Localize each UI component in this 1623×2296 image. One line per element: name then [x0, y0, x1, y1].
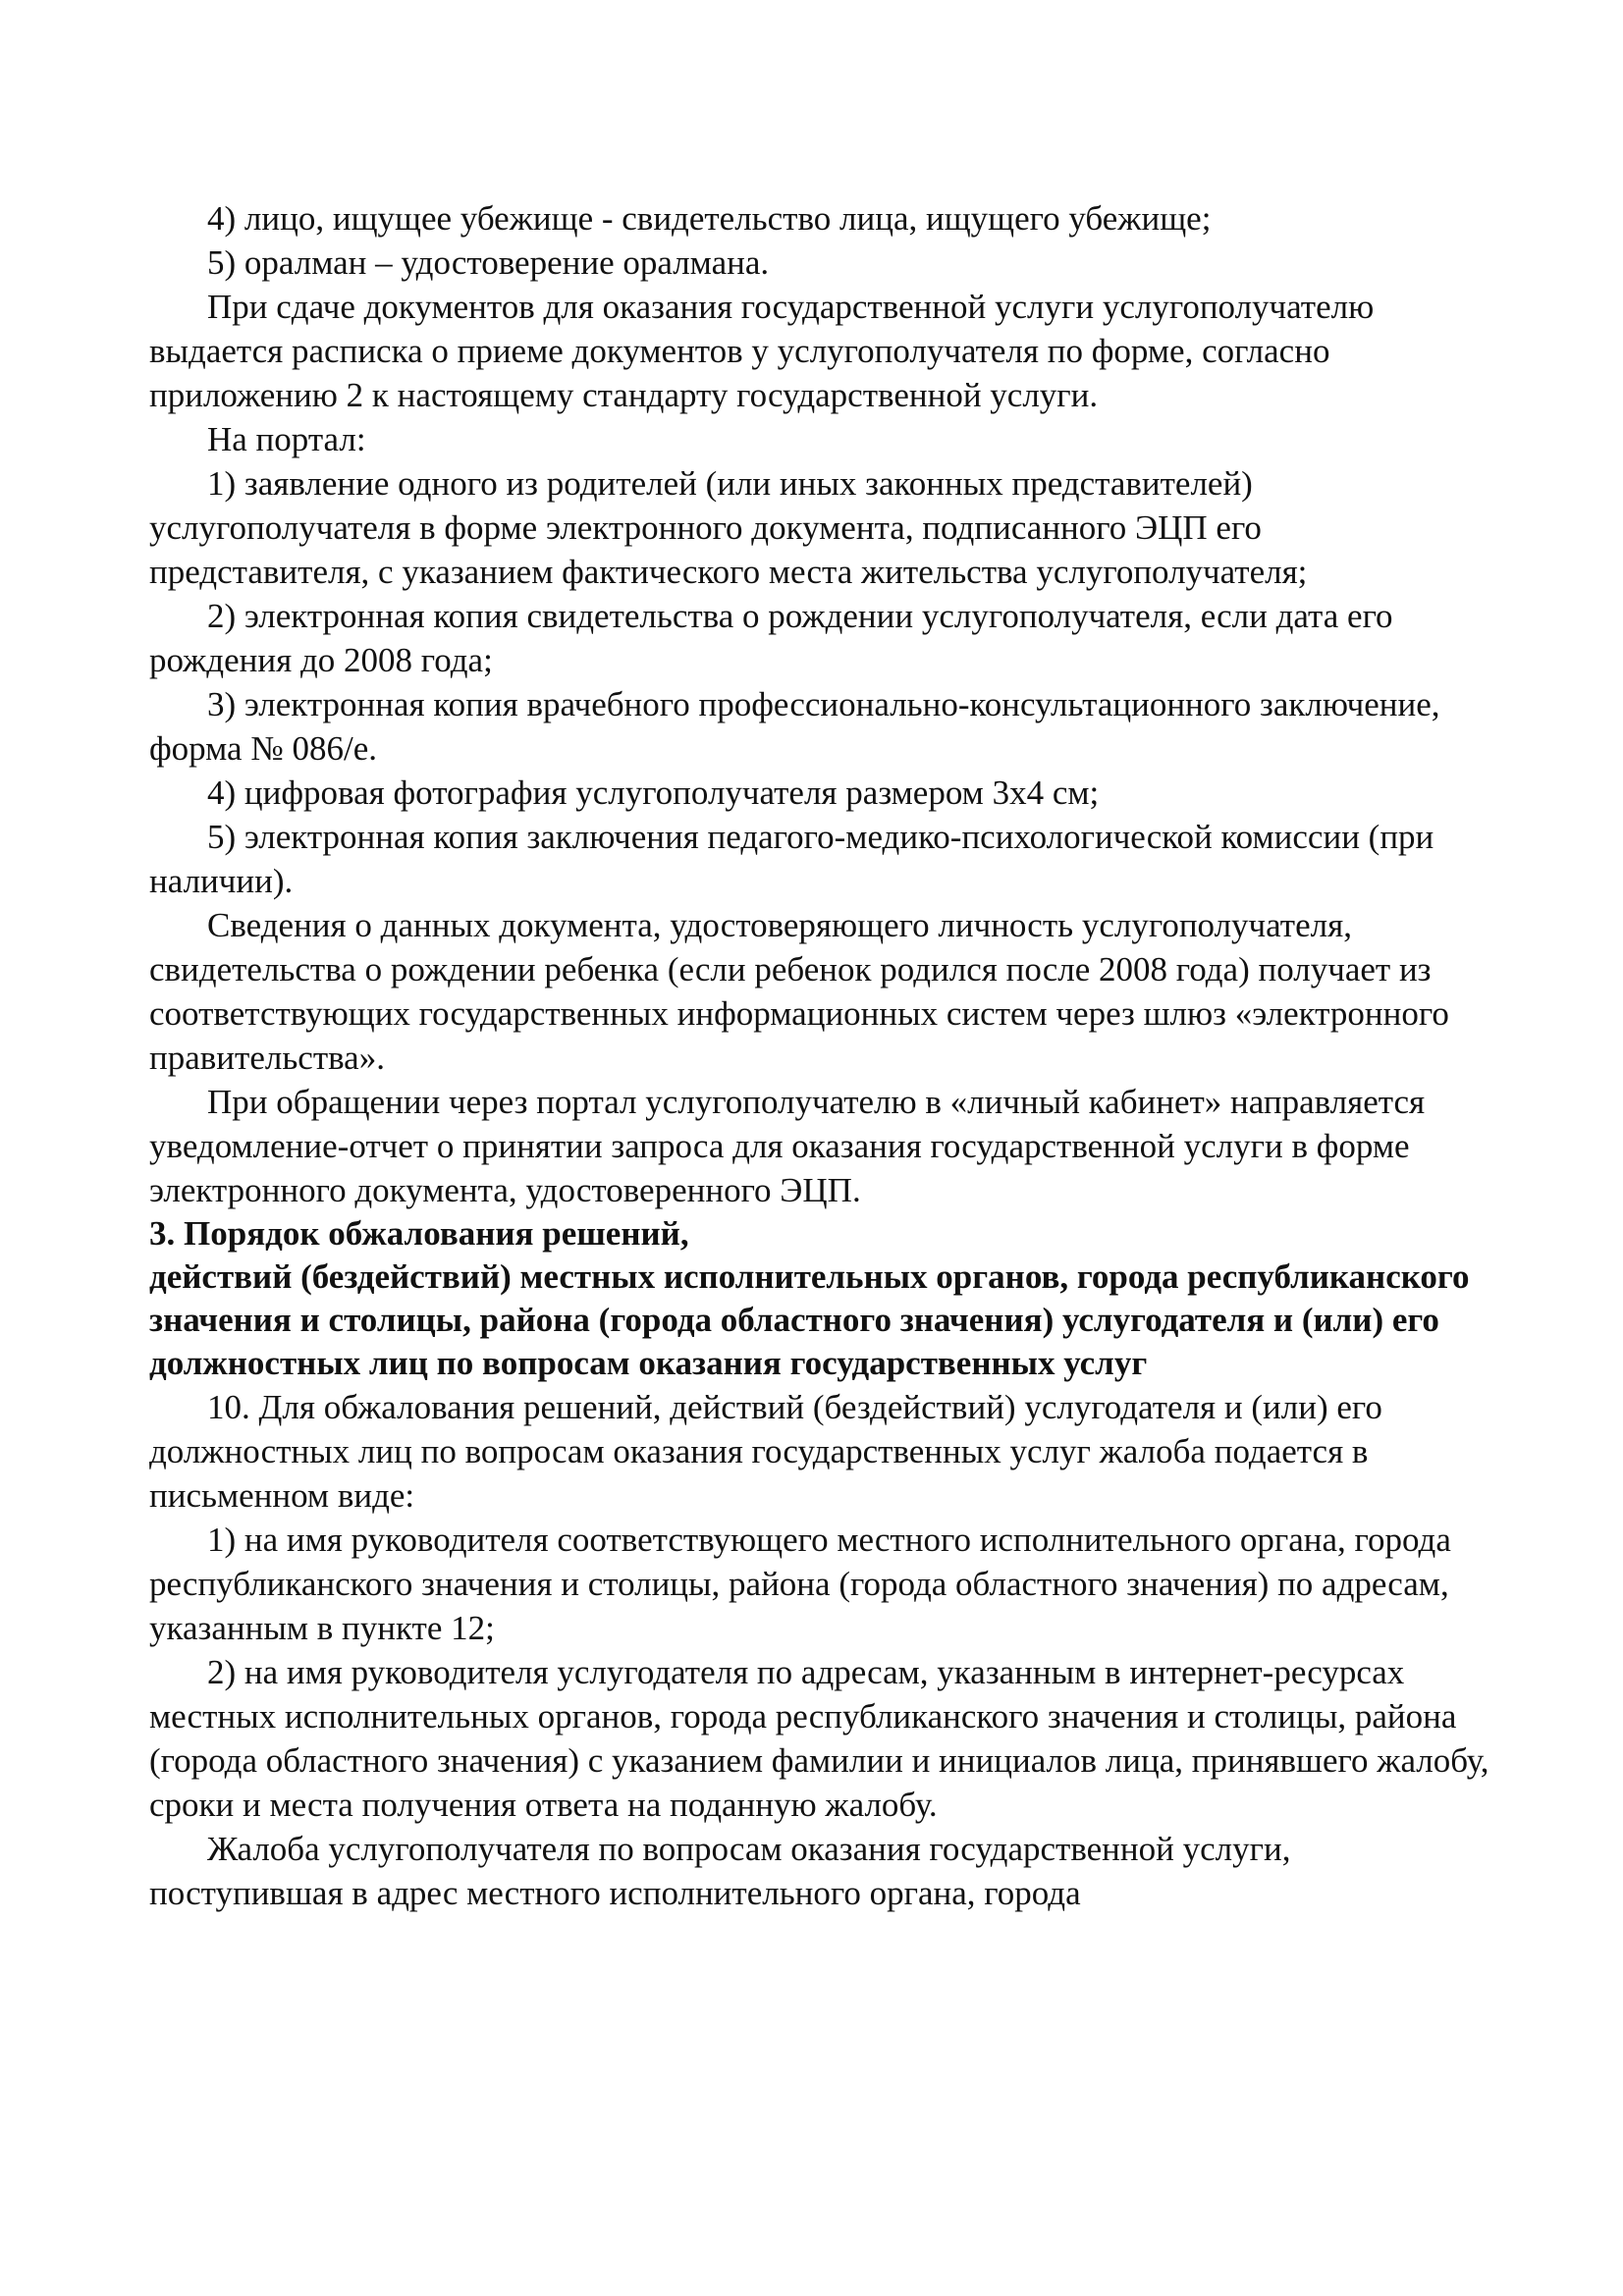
paragraph: 4) лицо, ищущее убежище - свидетельство лица, ищущего убежище; [207, 199, 1212, 238]
paragraph: 1) на имя руководителя соответствующего местного исполнительного органа, города республиканского значения и столицы, района (города областного значения) по адресам, указанным в пункте 12; [149, 1521, 1451, 1647]
paragraph: На портал: [207, 420, 366, 458]
document-body [149, 196, 1489, 1915]
paragraph: При обращении через портал услугополучателю в «личный кабинет» направляется уведомление-отчет о принятии запроса для оказания государственной услуги в форме электронного документа, удостоверенного ЭЦП. [149, 1083, 1426, 1209]
paragraph: 2) на имя руководителя услугодателя по адресам, указанным в интернет-ресурсах местных исполнительных органов, города республиканского значения и столицы, района (города областного значения) с указанием фамилии и инициалов лица, принявшего жалобу, сроки и места получения ответа на поданную жалобу. [149, 1653, 1489, 1824]
paragraph: 5) электронная копия заключения педагого-медико-психологической комиссии (при наличии). [149, 818, 1434, 900]
paragraph: 5) оралман – удостоверение оралмана. [207, 243, 770, 282]
section-heading-number: 3. Порядок обжалования решений, [149, 1214, 689, 1253]
paragraph: 3) электронная копия врачебного профессионально-консультационного заключение, форма № 086/е. [149, 685, 1440, 768]
paragraph: 4) цифровая фотография услугополучателя размером 3x4 см; [207, 774, 1100, 812]
paragraph: 1) заявление одного из родителей (или иных законных представителей) услугополучателя в форме электронного документа, подписанного ЭЦП его представителя, с указанием фактического места жительства услугополучателя; [149, 464, 1308, 591]
paragraph: При сдаче документов для оказания государственной услуги услугополучателю выдается расписка о приеме документов у услугополучателя по форме, согласно приложению 2 к настоящему стандарту государственной услуги. [149, 288, 1375, 414]
section-heading-title: действий (бездействий) местных исполнительных органов, города республиканского значения и столицы, района (города областного значения) услугодателя и (или) его должностных лиц по вопросам оказания государственных услуг [149, 1257, 1470, 1382]
paragraph: 10. Для обжалования решений, действий (бездействий) услугодателя и (или) его должностных лиц по вопросам оказания государственных услуг жалоба подается в письменном виде: [149, 1388, 1382, 1515]
paragraph: Сведения о данных документа, удостоверяющего личность услугополучателя, свидетельства о рождении ребенка (если ребенок родился после 2008 года) получает из соответствующих государственных информационных систем через шлюз «электронного правительства». [149, 906, 1449, 1077]
paragraph: 2) электронная копия свидетельства о рождении услугополучателя, если дата его рождения до 2008 года; [149, 597, 1393, 679]
paragraph: Жалоба услугополучателя по вопросам оказания государственной услуги, поступившая в адрес местного исполнительного органа, города [149, 1830, 1291, 1912]
